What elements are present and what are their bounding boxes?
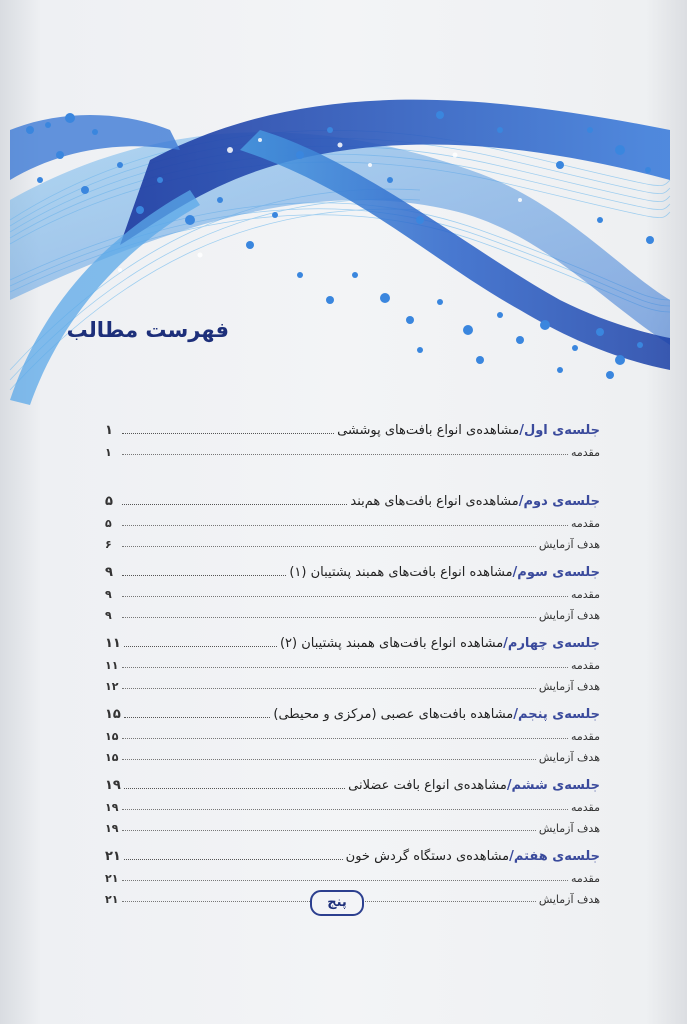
toc-session	[105, 483, 600, 554]
subentry-label: مقدمه	[570, 872, 600, 885]
wave-decoration	[0, 70, 687, 410]
session-title: مشاهده‌ی انواع بافت‌های هم‌بند	[350, 494, 519, 509]
toc-session	[105, 554, 600, 625]
subentry-label: مقدمه	[570, 517, 600, 530]
leader-dots	[122, 525, 568, 526]
subentry-label: مقدمه	[570, 730, 600, 743]
leader-dots	[122, 596, 568, 597]
page-number: ۶	[105, 538, 112, 551]
leader-dots	[122, 667, 568, 668]
page-number: ۱۹	[105, 778, 121, 793]
toc-subentry[interactable]	[105, 530, 600, 551]
session-label: جلسه‌ی هفتم/	[509, 849, 600, 864]
page-number: ۵	[105, 517, 112, 530]
leader-dots	[122, 738, 568, 739]
toc-session-heading[interactable]	[105, 554, 600, 580]
leader-dots	[122, 454, 568, 455]
leader-dots	[122, 433, 334, 434]
table-of-contents	[105, 412, 600, 909]
session-label: جلسه‌ی اول/	[519, 423, 600, 438]
toc-subentry[interactable]	[105, 814, 600, 835]
toc-subentry[interactable]	[105, 672, 600, 693]
toc-session	[105, 412, 600, 483]
session-title: مشاهده‌ی انواع بافت‌های پوششی	[337, 423, 520, 438]
page-number: ۹	[105, 565, 113, 580]
session-label: جلسه‌ی چهارم/	[503, 636, 600, 651]
toc-title: فهرست مطالب	[66, 318, 229, 342]
toc-subentry[interactable]	[105, 601, 600, 622]
leader-dots	[122, 546, 536, 547]
leader-dots	[124, 646, 277, 647]
toc-session-heading[interactable]	[105, 625, 600, 651]
toc-subentry[interactable]	[105, 438, 600, 459]
page-number: ۱	[105, 423, 113, 438]
page-number: ۵	[105, 494, 113, 509]
subentry-label: هدف آزمایش	[538, 538, 600, 551]
page-number: ۲۱	[105, 893, 119, 906]
leader-dots	[124, 859, 343, 860]
toc-subentry[interactable]	[105, 722, 600, 743]
toc-subentry[interactable]	[105, 743, 600, 764]
session-label: جلسه‌ی ششم/	[506, 778, 600, 793]
page-number: ۱۹	[105, 822, 119, 835]
page-number: ۱۵	[105, 707, 121, 722]
toc-subentry[interactable]	[105, 864, 600, 885]
toc-session	[105, 696, 600, 767]
subentry-label: هدف آزمایش	[538, 680, 600, 693]
leader-dots	[122, 759, 536, 760]
page-number: ۹	[105, 588, 112, 601]
page-number: ۱۵	[105, 751, 119, 764]
session-label: جلسه‌ی پنجم/	[513, 707, 600, 722]
page-number: ۱	[105, 446, 112, 459]
page-number: ۲۱	[105, 872, 119, 885]
session-label: جلسه‌ی سوم/	[512, 565, 600, 580]
subentry-label: هدف آزمایش	[538, 893, 600, 906]
toc-session	[105, 767, 600, 838]
subentry-label: هدف آزمایش	[538, 822, 600, 835]
page-number: ۲۱	[105, 849, 121, 864]
page-number-badge: پنج	[310, 890, 364, 916]
session-title: مشاهده انواع بافت‌های همبند پشتیبان (۱)	[289, 565, 513, 580]
session-title: مشاهده‌ی انواع بافت عضلانی	[348, 778, 507, 793]
leader-dots	[122, 504, 347, 505]
leader-dots	[122, 880, 568, 881]
page-number: ۱۹	[105, 801, 119, 814]
page-number: ۱۱	[105, 636, 121, 651]
subentry-label: مقدمه	[570, 801, 600, 814]
toc-subentry[interactable]	[105, 651, 600, 672]
toc-subentry[interactable]	[105, 793, 600, 814]
toc-session-heading[interactable]	[105, 838, 600, 864]
subentry-label: هدف آزمایش	[538, 751, 600, 764]
toc-session	[105, 625, 600, 696]
toc-session-heading[interactable]	[105, 483, 600, 509]
subentry-label: هدف آزمایش	[538, 609, 600, 622]
subentry-label: مقدمه	[570, 659, 600, 672]
leader-dots	[122, 830, 536, 831]
subentry-label: مقدمه	[570, 588, 600, 601]
leader-dots	[122, 688, 536, 689]
toc-session-heading[interactable]	[105, 696, 600, 722]
session-title: مشاهده انواع بافت‌های همبند پشتیبان (۲)	[279, 636, 504, 651]
session-label: جلسه‌ی دوم/	[518, 494, 600, 509]
toc-subentry[interactable]	[105, 509, 600, 530]
toc-session-heading[interactable]	[105, 767, 600, 793]
leader-dots	[124, 717, 271, 718]
page-number: ۱۱	[105, 659, 119, 672]
session-title: مشاهده بافت‌های عصبی (مرکزی و محیطی)	[273, 707, 514, 722]
subentry-label: مقدمه	[570, 446, 600, 459]
session-title: مشاهده‌ی دستگاه گردش خون	[345, 849, 510, 864]
page-number: ۱۲	[105, 680, 119, 693]
leader-dots	[124, 788, 345, 789]
leader-dots	[122, 809, 568, 810]
leader-dots	[122, 617, 536, 618]
toc-subentry[interactable]	[105, 580, 600, 601]
toc-session-heading[interactable]	[105, 412, 600, 438]
leader-dots	[122, 575, 286, 576]
page-number: ۱۵	[105, 730, 119, 743]
page-number: ۹	[105, 609, 112, 622]
